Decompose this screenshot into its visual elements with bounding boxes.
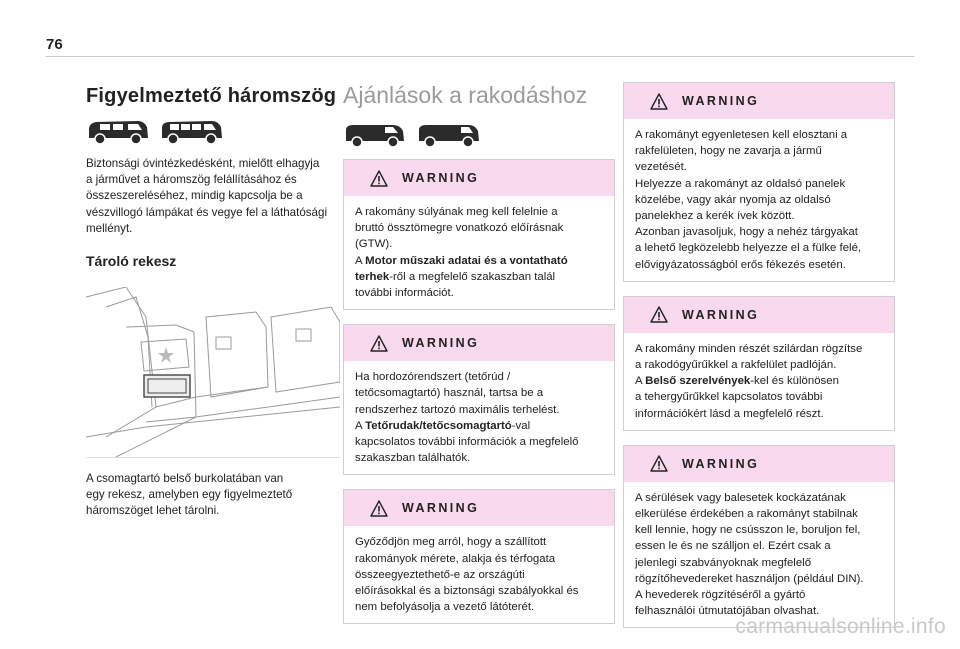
vehicle-variants-loading	[343, 121, 615, 149]
warning-triangle-icon	[370, 170, 388, 187]
warning-text	[624, 482, 894, 628]
warning-header	[344, 490, 614, 526]
warning-paragraph: A rakományt egyenletesen kell elosztani a rakfelületen, hogy ne zavarja a jármű vezetését.	[635, 129, 848, 174]
vehicle-variants	[86, 118, 340, 146]
warning-paragraph: A rakomány súlyának meg kell felelnie a bruttó össztömegre vonatkozó előírásnak (GTW).	[355, 206, 564, 251]
storage-compartment-illustration	[86, 287, 340, 458]
warning-text	[344, 526, 614, 623]
van-icon	[343, 121, 407, 149]
warning-label: WARNING	[402, 336, 480, 351]
subsection-title-storage: Tároló rekesz	[86, 253, 177, 270]
section-title-loading: Ajánlások a rakodáshoz	[343, 82, 588, 108]
column-warnings	[623, 82, 895, 642]
warning-header	[624, 83, 894, 119]
warning-header	[624, 446, 894, 482]
warning-label: WARNING	[682, 456, 760, 471]
section-title-triangle: Figyelmeztető háromszög	[86, 85, 337, 107]
triangle-intro-text: Biztonsági óvintézkedésként, mielőtt elhagyja a járművet a háromszög felállításához és összeszereléséhez, mindig kapcsolja be a vészvillogó lámpákat és vegye fel a láthatósági mellényt.	[86, 157, 328, 235]
warning-label: WARNING	[682, 307, 760, 322]
warning-text	[344, 196, 614, 309]
warning-paragraph: Ha hordozórendszert (tetőrúd / tetőcsomagtartó) használ, tartsa be a rendszerhez tartozó maximális terhelést.	[355, 371, 560, 416]
warning-paragraph: Győződjön meg arról, hogy a szállított rakományok mérete, alakja és térfogata összeegyeztethető-e az országúti előírásokkal és a biztonsági szabályokkal és nem befolyásolja a vezető látóterét.	[355, 536, 579, 614]
warning-text	[624, 333, 894, 430]
warning-box	[343, 159, 615, 310]
column-loading	[343, 82, 615, 638]
page-number: 76	[46, 36, 63, 53]
warning-paragraph: A rakomány minden részét szilárdan rögzítse a rakodógyűrűkkel a rakfelület padlóján.	[635, 342, 863, 372]
warning-text	[344, 361, 614, 474]
warning-box	[343, 489, 615, 624]
warning-triangle-icon	[650, 306, 668, 323]
warning-header	[344, 160, 614, 196]
long-van-icon	[417, 121, 481, 149]
warning-label: WARNING	[402, 171, 480, 185]
warning-label: WARNING	[682, 94, 760, 108]
warning-paragraph: Helyezze a rakományt az oldalsó panelek közelébe, vagy akár nyomja az oldalsó panelekhez a kerék ívek között.	[635, 177, 846, 223]
warning-label: WARNING	[402, 501, 480, 516]
warning-box	[623, 296, 895, 431]
warning-paragraph: A hevederek rögzítéséről a gyártó felhasználói útmutatójában olvashat.	[635, 589, 820, 618]
warning-header	[624, 297, 894, 333]
watermark-text: carmanualsonline.info	[735, 615, 946, 638]
warning-paragraph: A Belső szerelvények-kel és különösen a tehergyűrűkkel kapcsolatos további információkért lásd a megfelelő részt.	[635, 375, 839, 420]
warning-box	[343, 324, 615, 475]
warning-box	[623, 82, 895, 282]
warning-header	[344, 325, 614, 361]
top-divider	[46, 56, 914, 57]
storage-caption: A csomagtartó belső burkolatában van egy rekesz, amelyben egy figyelmeztető háromszöget lehet tárolni.	[86, 472, 293, 518]
warning-box	[623, 445, 895, 629]
warning-text	[624, 119, 894, 281]
warning-triangle-icon	[370, 335, 388, 352]
van-icon	[86, 118, 150, 146]
warning-paragraph: A Tetőrudak/tetőcsomagtartó-val kapcsolatos további információk a megfelelő szakaszban találhatók.	[355, 419, 579, 465]
warning-triangle-icon	[370, 500, 388, 517]
column-triangle	[86, 82, 340, 520]
warning-triangle-icon	[650, 455, 668, 472]
warning-triangle-icon	[650, 93, 668, 110]
long-van-icon	[160, 118, 224, 146]
warning-paragraph: A sérülések vagy balesetek kockázatának elkerülése érdekében a rakományt stabilnak kell lennie, hogy ne csússzon le, boruljon fel, essen le és ne szálljon el. Ezért csak a jelenlegi szabványoknak megfelelő rögzítőhevedereket használjon (például DIN).	[635, 491, 864, 585]
warning-paragraph: Azonban javasoljuk, hogy a nehéz tárgyakat a lehető legközelebb helyezze el a fülke felé, elővigyázatosságból erős fékezés esetén.	[635, 226, 862, 271]
warning-paragraph: A Motor műszaki adatai és a vontatható terhek-ről a megfelelő szakaszban talál további információt.	[355, 254, 568, 300]
